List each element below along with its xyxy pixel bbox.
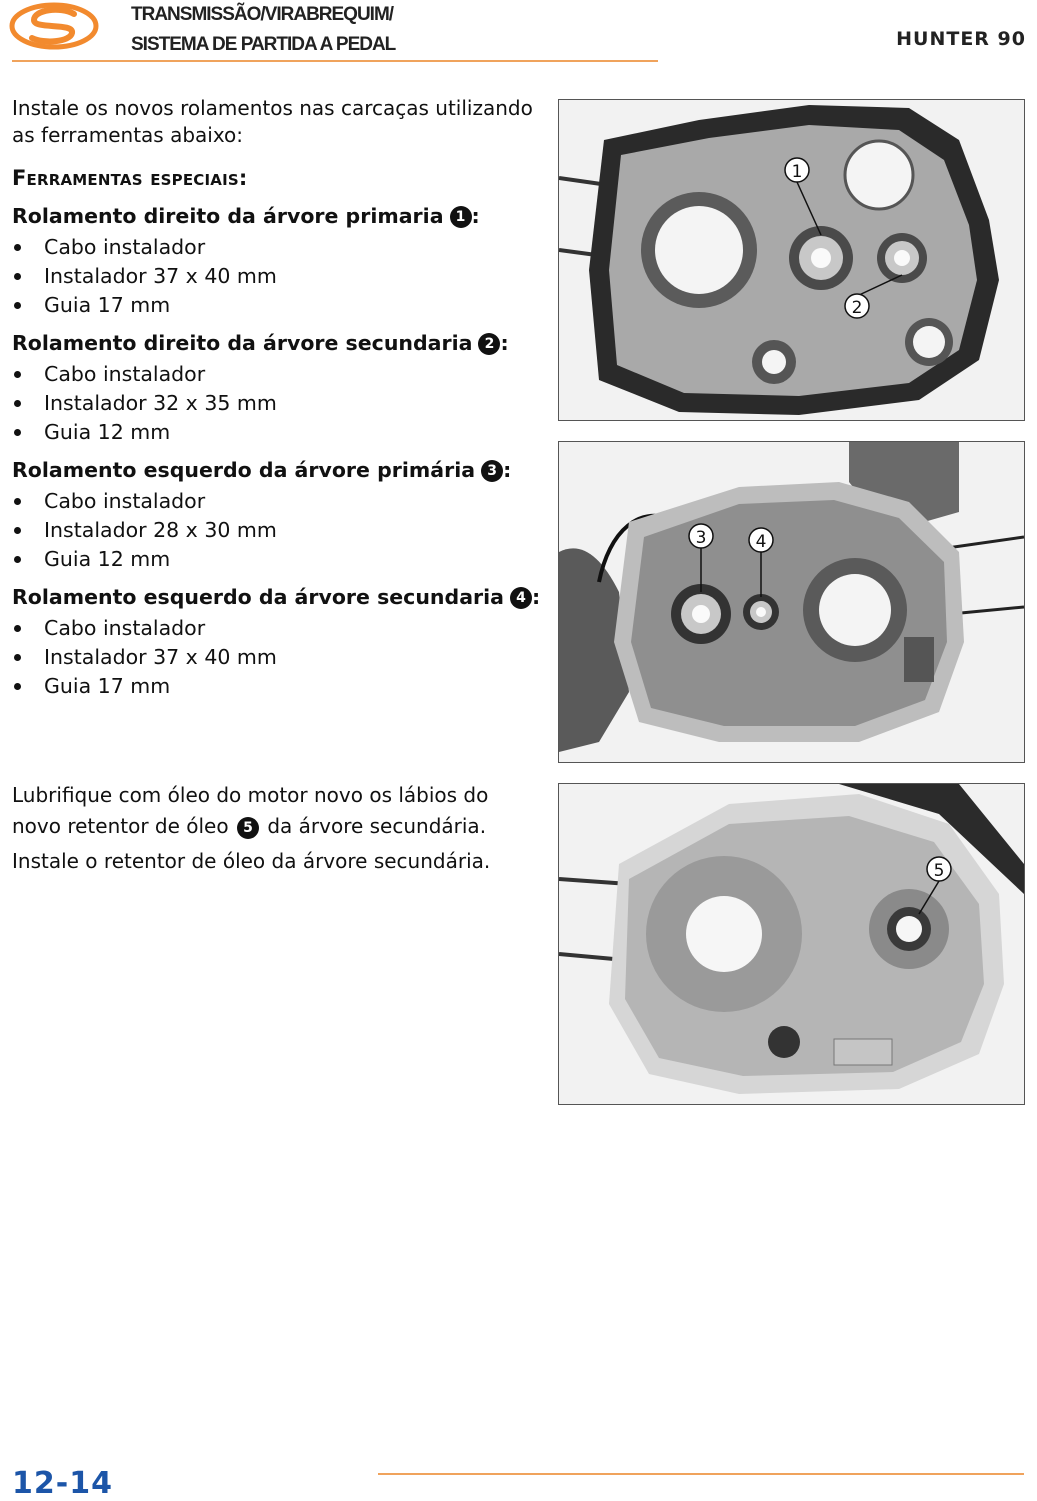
list-item: Cabo instalador (12, 614, 277, 643)
special-tools-heading: Ferramentas especiais: (12, 166, 248, 190)
list-item: Instalador 32 x 35 mm (12, 389, 277, 418)
brand-logo (8, 0, 100, 52)
list-item: Guia 12 mm (12, 545, 277, 574)
list-item: Cabo instalador (12, 487, 277, 516)
page-number: 12-14 (12, 1466, 113, 1501)
list-item: Guia 17 mm (12, 672, 277, 701)
tool-list-3 (12, 487, 277, 574)
list-item: Guia 17 mm (12, 291, 277, 320)
callout-marker-1: 1 (450, 206, 472, 228)
section-title-4: Rolamento esquerdo da árvore secundaria (12, 585, 504, 609)
list-item: Instalador 28 x 30 mm (12, 516, 277, 545)
chapter-title (131, 0, 395, 60)
lubrication-line-3: Instale o retentor de óleo da árvore secundária. (12, 849, 491, 873)
callout-marker-2: 2 (478, 333, 500, 355)
lubrication-paragraph (12, 780, 537, 877)
intro-paragraph: Instale os novos rolamentos nas carcaças utilizando as ferramentas abaixo: (12, 96, 533, 147)
section-title-1: Rolamento direito da árvore primaria (12, 204, 444, 228)
photo-callout-5: 5 (933, 861, 945, 881)
callout-marker-3: 3 (481, 460, 503, 482)
callout-marker-4: 4 (510, 587, 532, 609)
footer-divider (378, 1473, 1024, 1475)
photo-right-crankcase (558, 99, 1025, 421)
crankcase-illustration (559, 100, 1024, 420)
lubrication-line-2 (12, 811, 537, 842)
tool-list-4 (12, 614, 277, 701)
photo-left-crankcase (558, 441, 1025, 763)
crankcase-illustration (559, 784, 1024, 1104)
section-title-3: Rolamento esquerdo da árvore primária (12, 458, 476, 482)
photo-oil-seal (558, 783, 1025, 1105)
crankcase-illustration (559, 442, 1024, 762)
lubrication-line-1: Lubrifique com óleo do motor novo os lábios do (12, 783, 489, 807)
list-item: Cabo instalador (12, 233, 277, 262)
chapter-title-line2: SISTEMA DE PARTIDA A PEDAL (131, 34, 396, 55)
callout-marker-5: 5 (237, 817, 259, 839)
lubrication-line-2-start: novo retentor de óleo (12, 814, 229, 838)
list-item: Cabo instalador (12, 360, 277, 389)
chapter-title-line1: TRANSMISSÃO/VIRABREQUIM/ (131, 4, 394, 25)
section-heading-2: Rolamento direito da árvore secundaria 2 : (12, 331, 509, 355)
tool-list-2 (12, 360, 277, 447)
photo-callout-4: 4 (755, 532, 767, 552)
list-item: Instalador 37 x 40 mm (12, 262, 277, 291)
photo-callout-3: 3 (695, 528, 707, 548)
list-item: Instalador 37 x 40 mm (12, 643, 277, 672)
section-title-2: Rolamento direito da árvore secundaria (12, 331, 473, 355)
section-heading-4: Rolamento esquerdo da árvore secundaria 4 : (12, 585, 541, 609)
section-heading-1: Rolamento direito da árvore primaria 1 : (12, 204, 480, 228)
model-name: HUNTER 90 (896, 28, 1026, 50)
photo-callout-1: 1 (791, 162, 803, 182)
photo-callout-2: 2 (851, 298, 863, 318)
header-divider (12, 60, 658, 62)
lubrication-line-2-end: da árvore secundária. (267, 814, 487, 838)
tool-list-1 (12, 233, 277, 320)
section-heading-3: Rolamento esquerdo da árvore primária 3 : (12, 458, 512, 482)
list-item: Guia 12 mm (12, 418, 277, 447)
